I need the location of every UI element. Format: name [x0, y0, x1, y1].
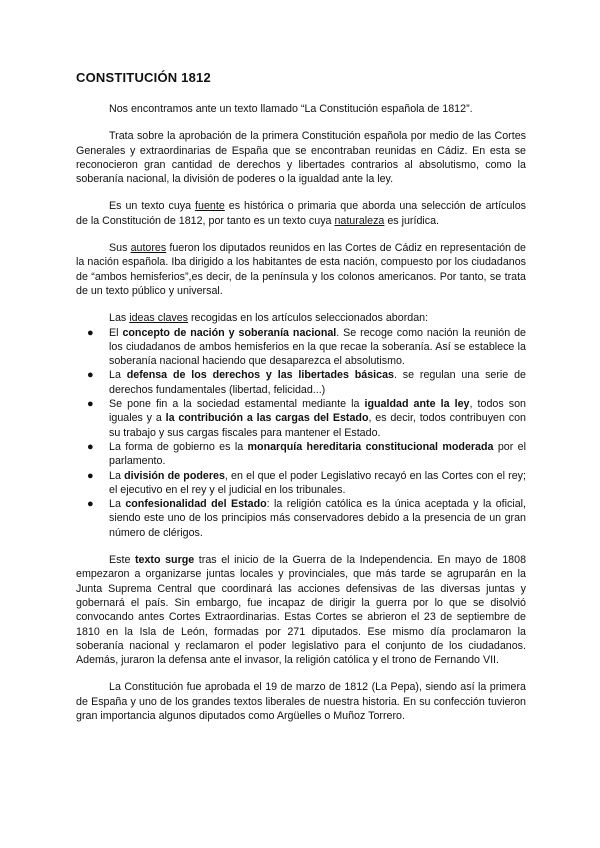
list-item: [87, 368, 526, 397]
fuente-paragraph: [76, 199, 526, 228]
document-body: [76, 102, 526, 736]
bullet-icon: ●: [87, 326, 94, 339]
text-span: , es decir, todos contribuyen con su trabajo y sus cargas fiscales para mantener el Estado.: [109, 412, 526, 439]
bullet-icon: ●: [87, 369, 94, 382]
underlined-term: fuente: [195, 200, 225, 213]
underlined-term: naturaleza: [334, 214, 385, 227]
text-span: Este: [109, 554, 135, 567]
intro-paragraph: Nos encontramos ante un texto llamado “La Constitución española de 1812”.: [109, 103, 473, 115]
text-span: tras el inicio de la Guerra de la Independencia. En mayo de 1808 empezaron a organizarse juntas locales y provinciales, que más tarde se agruparán en la Junta Suprema Central que coordinará las acciones defensivas de las diversas juntas y gobernará el país. Sin embargo, fue incapaz de dirigir la guerra por lo que se disolvió convocando antes Cortes Extraordinarias. Estas Cortes se abrieron el 23 de septiembre de 1810 en la Isla de León, formadas por 271 diputados. Ese mismo día proclamaron la soberanía nacional y reclamaron el poder legislativo para el conjunto de los ciudadanos. Además, juraron la defensa ante el invasor, la religión católica y el trono de Fernando VII.: [76, 554, 527, 667]
aprobada-paragraph: La Constitución fue aprobada el 19 de marzo de 1812 (La Pepa), siendo así la primera de España y uno de los grandes textos liberales de nuestra historia. En su confección tuvieron gran importancia algunos diputados como Argüelles o Muñoz Torrero.: [76, 681, 526, 722]
bold-term: texto surge: [134, 554, 195, 567]
bullet-icon: ●: [87, 469, 94, 482]
bold-term: defensa de los derechos y las libertades básicas: [126, 369, 394, 382]
text-span: fueron los diputados reunidos en las Cortes de Cádiz en representación de la nación española. Iba dirigido a los habitantes de esta nación, compuesto por los ciudadanos de “ambos hemisferios”,es decir, de la península y los colonos americanos. Por tanto, se trata de un texto público y universal.: [76, 242, 526, 297]
bold-term: monarquía hereditaria constitucional moderada: [247, 440, 494, 453]
text-span: . Se recoge como nación la reunión de los ciudadanos de ambos hemisferios en la que recae la soberanía. Así se establece la soberanía nacional haciendo que desaparezca el absolutismo.: [109, 326, 526, 368]
bold-term: división de poderes: [124, 469, 225, 482]
text-span: Las: [109, 312, 130, 325]
bold-term: confesionalidad del Estado: [125, 498, 267, 511]
text-span: La forma de gobierno es la: [109, 440, 248, 453]
text-span: recogidas en los artículos seleccionados abordan:: [188, 312, 429, 325]
trata-paragraph: Trata sobre la aprobación de la primera Constitución española por medio de las Cortes Generales y extraordinarias de España que se encontraban reunidas en Cádiz. En esta se reconocieron gran cantidad de derechos y libertades contrarios al absolutismo, como la soberanía nacional, la división de poderes o la igualdad ante la ley.: [76, 130, 526, 186]
bullet-icon: ●: [87, 498, 94, 511]
list-item: [87, 326, 526, 369]
text-span: Es un texto cuya: [109, 200, 196, 213]
bold-term: la contribución a las cargas del Estado: [165, 412, 369, 425]
text-span: La: [109, 369, 127, 382]
bullet-icon: ●: [87, 398, 94, 411]
list-item: [87, 440, 526, 469]
ideas-intro: [76, 311, 526, 325]
underlined-term: ideas claves: [129, 312, 189, 325]
list-item: [87, 397, 527, 440]
text-span: Sus: [109, 242, 131, 255]
text-span: , todos son iguales y a: [109, 398, 527, 425]
list-item: [87, 497, 527, 540]
text-span: por el parlamento.: [109, 440, 526, 468]
bullet-icon: ●: [87, 440, 94, 453]
text-span: : la religión católica es la única aceptada y la oficial, siendo este uno de los principios más conservadores debido a la presencia de un gran número de clérigos.: [109, 498, 527, 539]
ideas-list: [76, 326, 526, 540]
text-span: La: [109, 498, 126, 511]
text-span: Se pone fin a la sociedad estamental mediante la: [109, 398, 365, 411]
underlined-term: autores: [130, 242, 167, 255]
page-title: CONSTITUCIÓN 1812: [76, 70, 211, 85]
text-span: . se regulan una serie de derechos fundamentales (libertad, felicidad...): [109, 369, 526, 396]
text-span: es jurídica.: [384, 214, 440, 227]
autores-paragraph: [76, 241, 526, 298]
bold-term: concepto de nación y soberanía nacional: [122, 326, 337, 339]
surge-paragraph: [76, 553, 526, 667]
text-span: La: [109, 469, 125, 482]
text-span: , en el que el poder Legislativo recayó en las Cortes con el rey; el ejecutivo en el rey y el judicial en los tribunales.: [109, 469, 526, 496]
bold-term: igualdad ante la ley: [364, 398, 470, 411]
text-span: es histórica o primaria que aborda una selección de artículos de la Constitución de 1812, por tanto es un texto cuya: [76, 200, 526, 227]
text-span: El: [109, 326, 123, 339]
list-item: [87, 469, 526, 498]
